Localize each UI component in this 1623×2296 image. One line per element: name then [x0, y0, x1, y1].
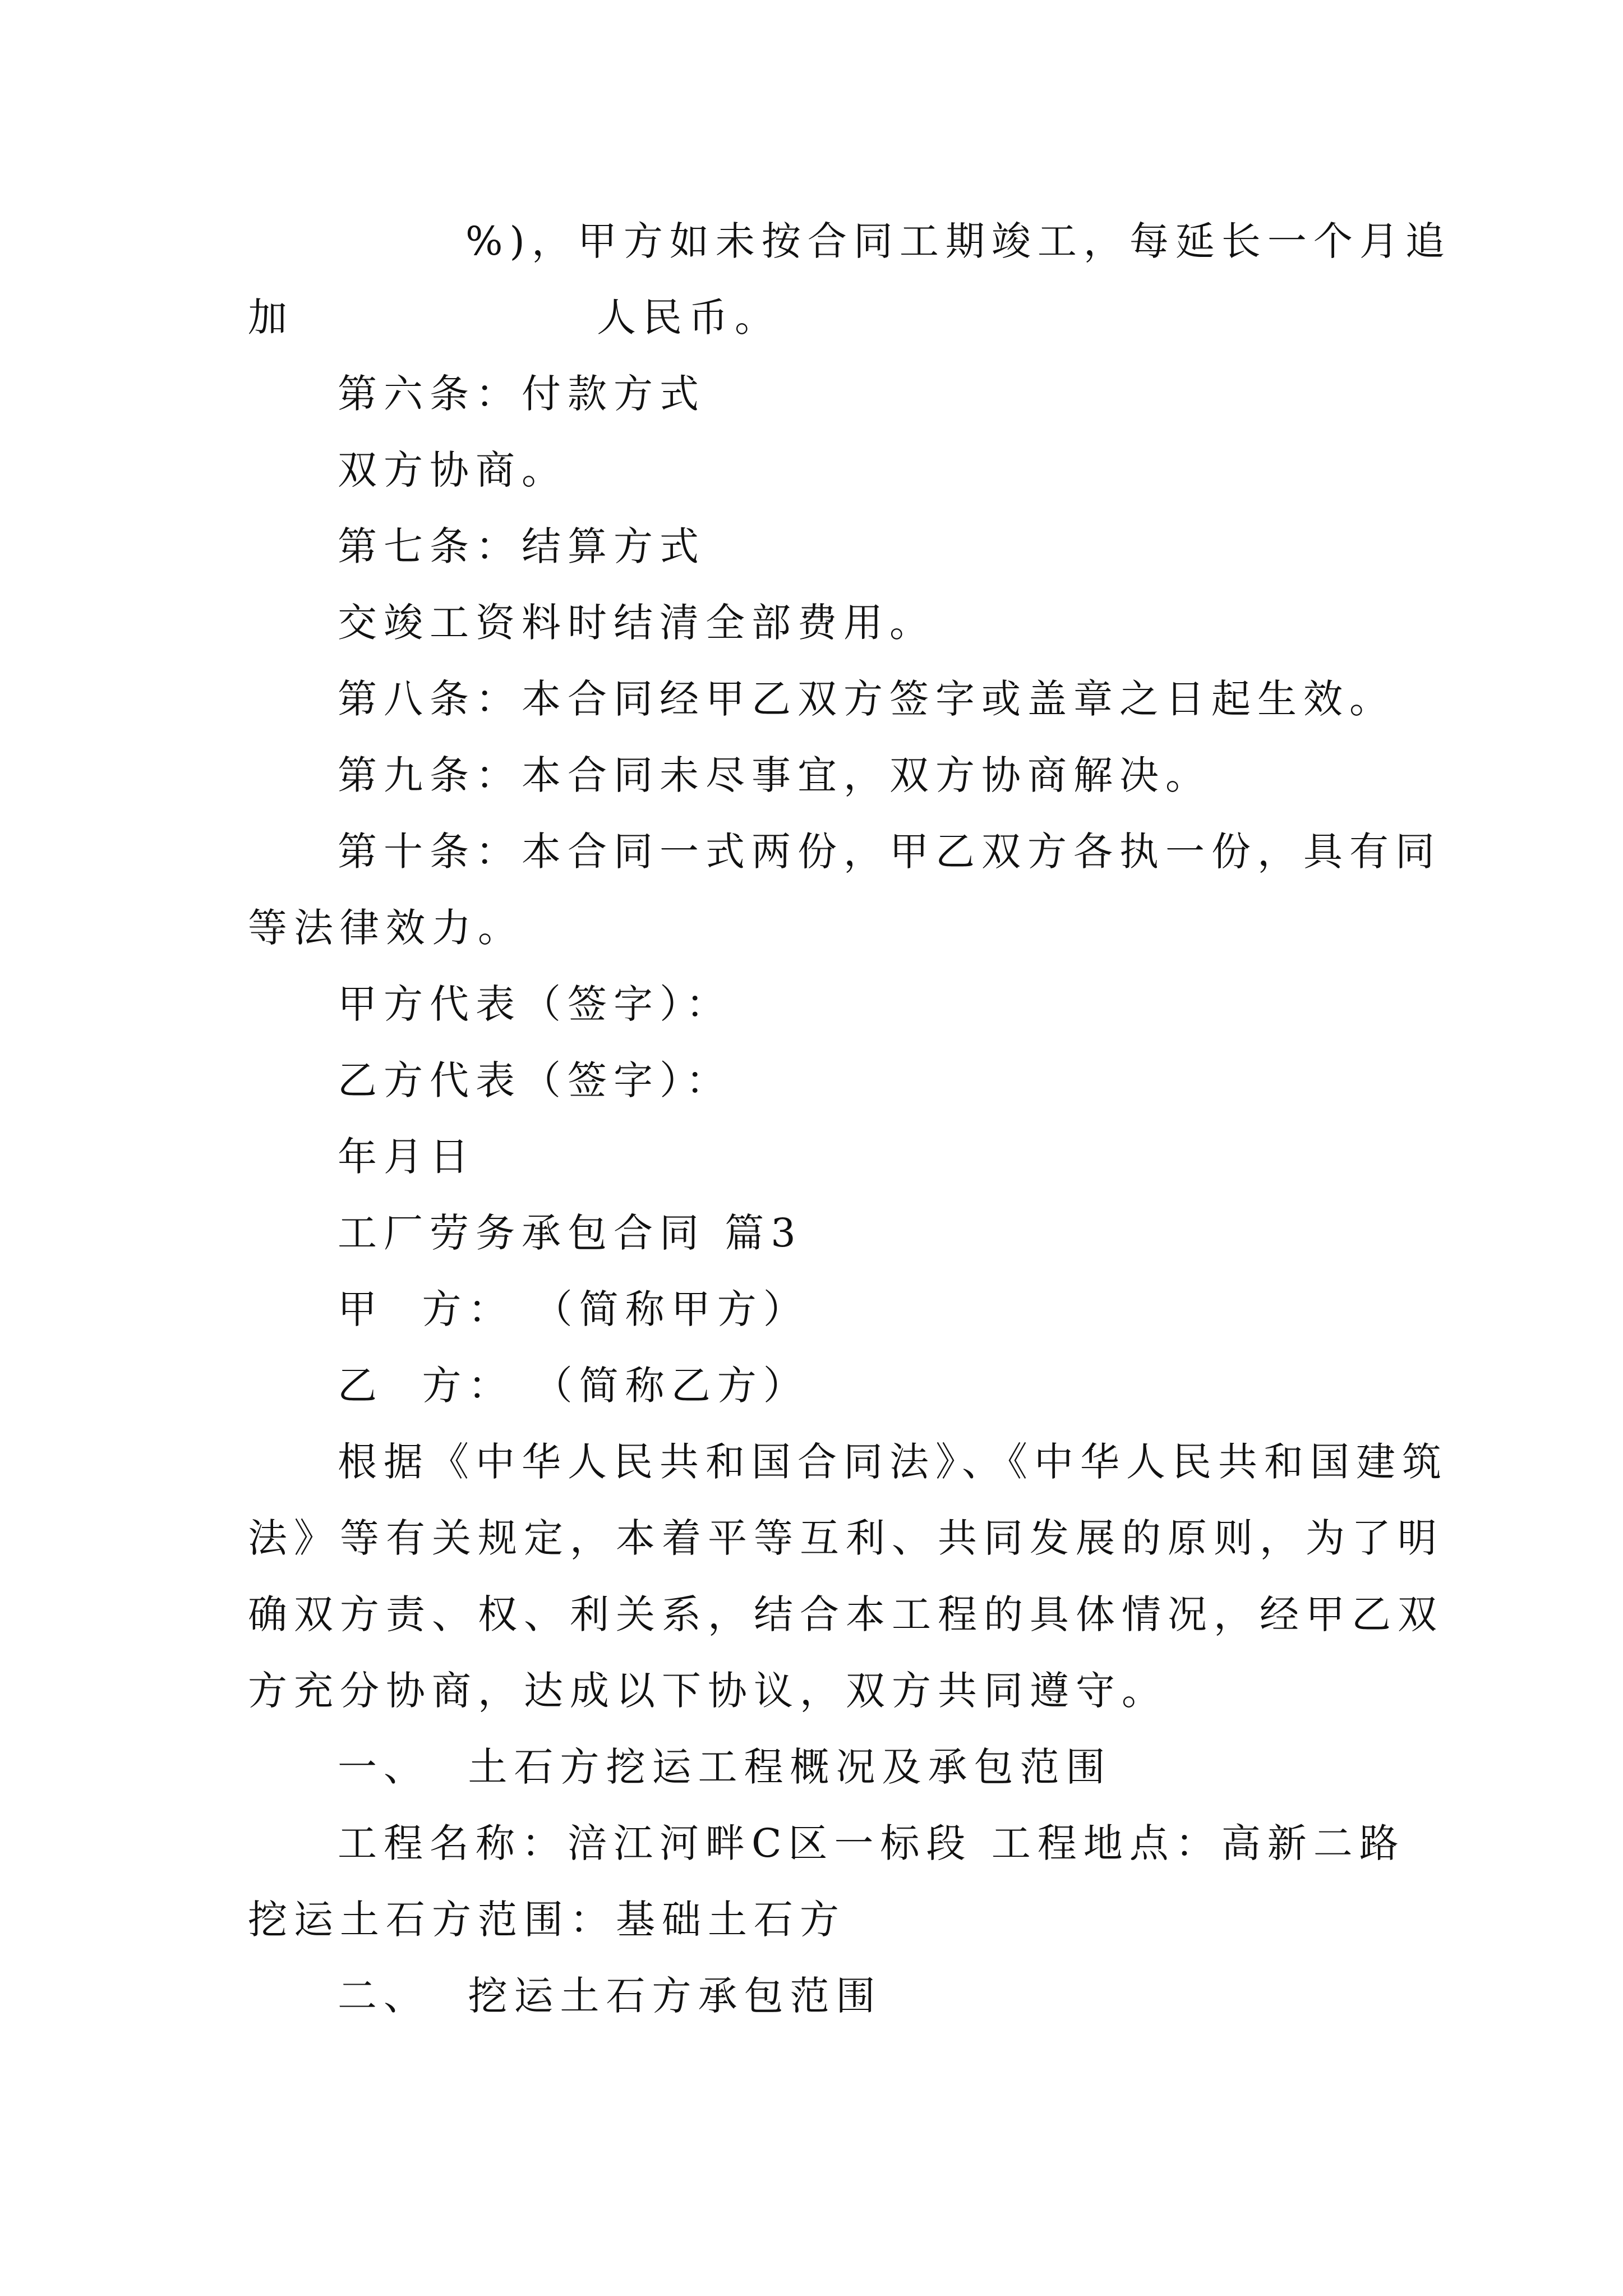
text-line: 等法律效力。 [248, 905, 524, 951]
article-line: 第九条：本合同未尽事宜，双方协商解决。 [338, 752, 1211, 798]
article-heading: 第六条：付款方式 [338, 371, 706, 417]
section-heading: 一、 土石方挖运工程概况及承包范围 [338, 1744, 1112, 1790]
text-line: 法》等有关规定，本着平等互利、共同发展的原则，为了明 [248, 1515, 1444, 1561]
text-line: 工程名称：涪江河畔C区一标段 工程地点：高新二路 [338, 1820, 1405, 1866]
signature-line-party-a: 甲方代表（签字）： [338, 981, 732, 1027]
text-line: 方充分协商，达成以下协议，双方共同遵守。 [248, 1668, 1168, 1714]
party-b-line: 乙 方： （简称乙方） [338, 1363, 809, 1409]
date-line: 年月日 [338, 1134, 476, 1180]
text-line: 根据《中华人民共和国合同法》、《中华人民共和国建筑 [338, 1439, 1448, 1485]
section-heading: 二、 挖运土石方承包范围 [338, 1973, 882, 2019]
article-line: 第十条：本合同一式两份，甲乙双方各执一份，具有同 [338, 829, 1441, 875]
signature-line-party-b: 乙方代表（签字）： [338, 1057, 732, 1103]
article-heading: 第七条：结算方式 [338, 523, 706, 569]
section-title: 工厂劳务承包合同 篇3 [338, 1210, 803, 1256]
text-line: 交竣工资料时结清全部费用。 [338, 600, 935, 646]
text-line: 双方协商。 [338, 447, 568, 493]
text-line: 人民币。 [597, 295, 781, 341]
text-line: %)，甲方如未按合同工期竣工，每延长一个月追 [465, 218, 1451, 264]
party-a-line: 甲 方： （简称甲方） [338, 1286, 809, 1332]
text-line: 挖运土石方范围：基础土石方 [248, 1897, 846, 1943]
text-line: 确双方责、权、利关系，结合本工程的具体情况，经甲乙双 [248, 1591, 1444, 1637]
text-line: 加 [248, 295, 294, 341]
article-line: 第八条：本合同经甲乙双方签字或盖章之日起生效。 [338, 676, 1395, 722]
